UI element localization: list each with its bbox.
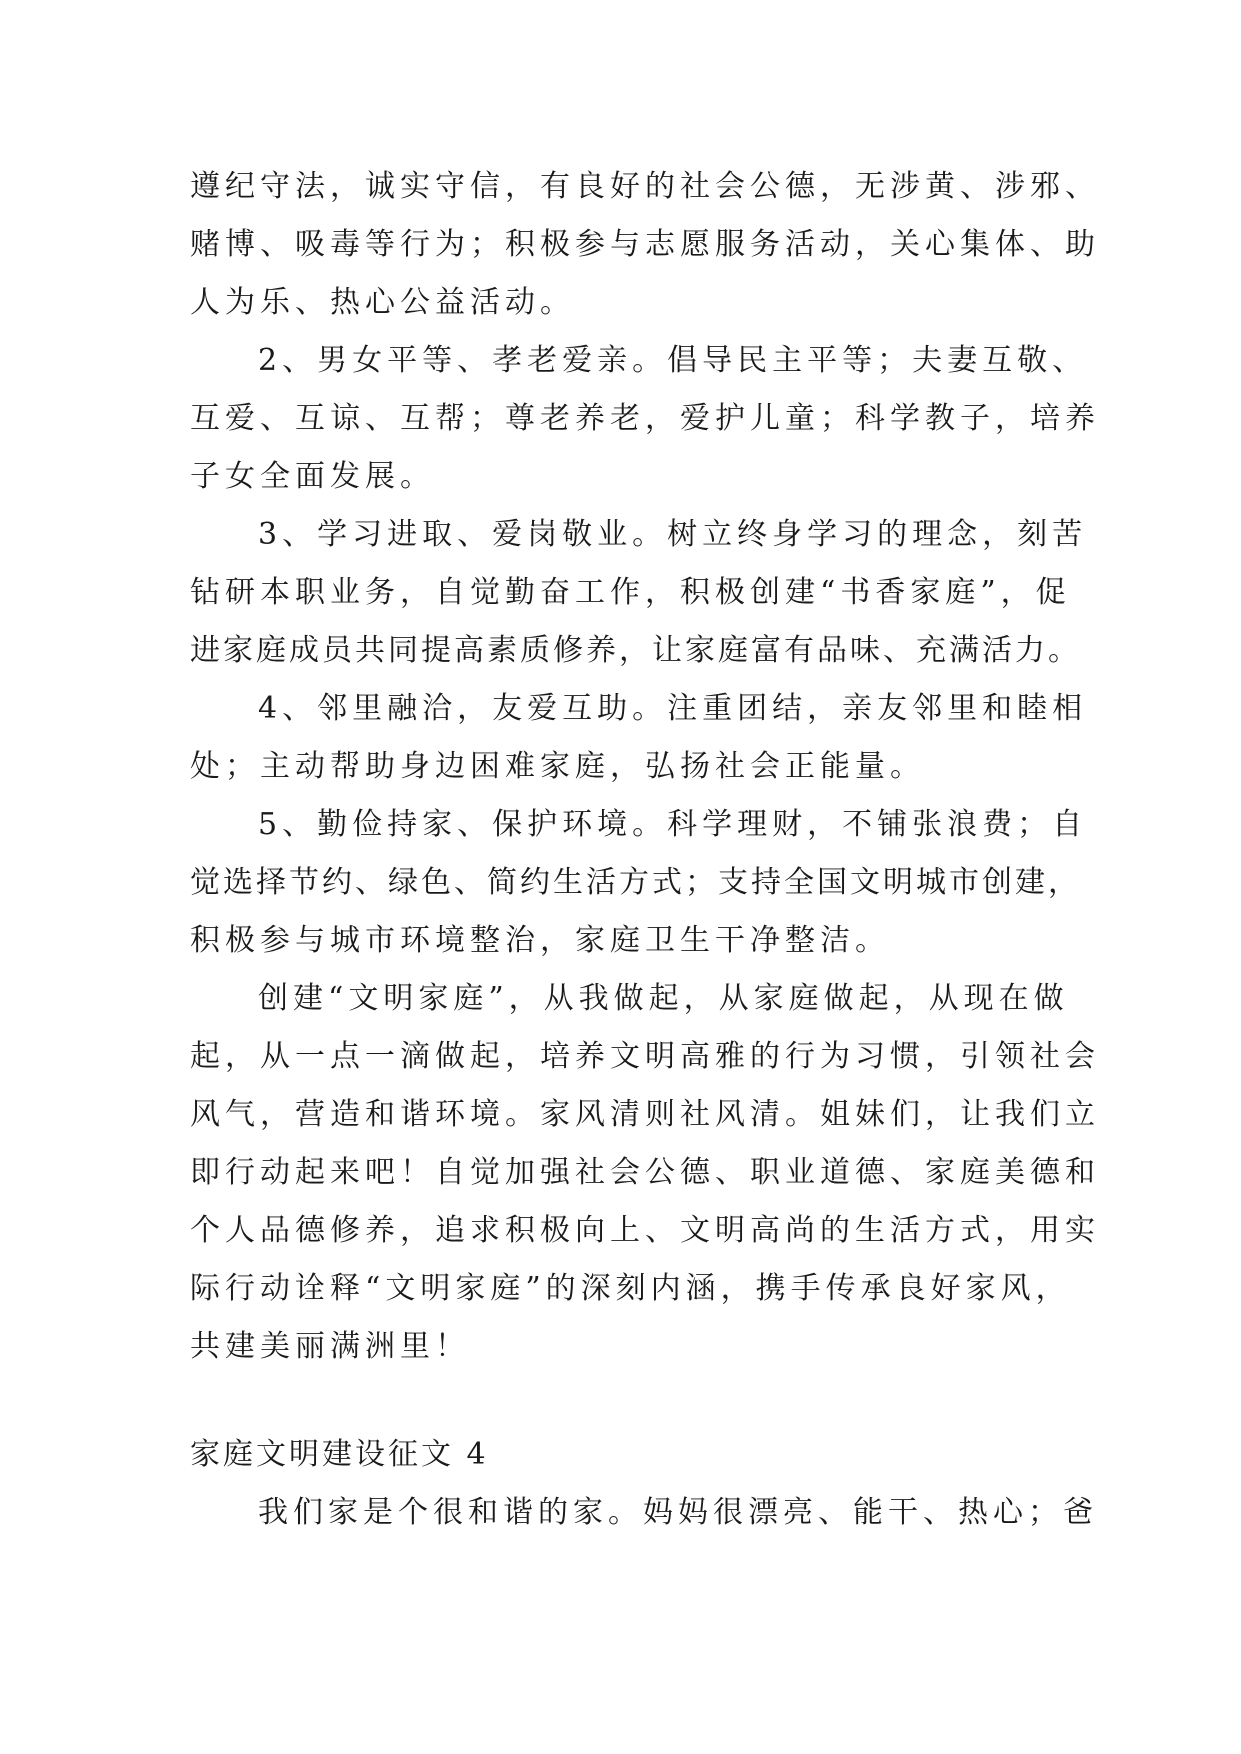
text-line: 积极参与城市环境整治，家庭卫生干净整洁。 [190, 923, 890, 958]
paragraph-start-line: 5、勤俭持家、保护环境。科学理财，不铺张浪费；自 [258, 807, 1088, 842]
text-line: 觉选择节约、绿色、简约生活方式；支持全国文明城市创建， [190, 865, 1081, 900]
text-line: 即行动起来吧！自觉加强社会公德、职业道德、家庭美德和 [190, 1155, 1100, 1190]
text-line: 人为乐、热心公益活动。 [190, 285, 575, 320]
text-line: 赌博、吸毒等行为；积极参与志愿服务活动，关心集体、助 [190, 227, 1100, 262]
paragraph-start-line: 4、邻里融洽，友爱互助。注重团结，亲友邻里和睦相 [258, 691, 1088, 726]
text-line: 处；主动帮助身边困难家庭，弘扬社会正能量。 [190, 749, 925, 784]
text-line: 互爱、互谅、互帮；尊老养老，爱护儿童；科学教子，培养 [190, 401, 1100, 436]
paragraph-start-line: 创建“文明家庭”，从我做起，从家庭做起，从现在做 [258, 981, 1069, 1016]
text-line: 钻研本职业务，自觉勤奋工作，积极创建“书香家庭”，促 [190, 575, 1071, 610]
text-line: 遵纪守法，诚实守信，有良好的社会公德，无涉黄、涉邪、 [190, 169, 1100, 204]
text-line: 风气，营造和谐环境。家风清则社风清。姐妹们，让我们立 [190, 1097, 1100, 1132]
paragraph-start-line: 我们家是个很和谐的家。妈妈很漂亮、能干、热心；爸 [258, 1495, 1098, 1530]
section-gap [190, 1376, 1060, 1426]
paragraph-start-line: 2、男女平等、孝老爱亲。倡导民主平等；夫妻互敬、 [258, 343, 1088, 378]
paragraph-start-line: 3、学习进取、爱岗敬业。树立终身学习的理念，刻苦 [258, 517, 1088, 552]
document-body [190, 158, 1100, 1542]
section-heading: 家庭文明建设征文 4 [190, 1437, 489, 1472]
text-line: 起，从一点一滴做起，培养文明高雅的行为习惯，引领社会 [190, 1039, 1100, 1074]
text-line: 子女全面发展。 [190, 459, 435, 494]
text-line: 个人品德修养，追求积极向上、文明高尚的生活方式，用实 [190, 1213, 1100, 1248]
text-line: 共建美丽满洲里！ [190, 1329, 470, 1364]
text-line: 际行动诠释“文明家庭”的深刻内涵，携手传承良好家风， [190, 1271, 1071, 1306]
text-line: 进家庭成员共同提高素质修养，让家庭富有品味、充满活力。 [190, 633, 1081, 668]
